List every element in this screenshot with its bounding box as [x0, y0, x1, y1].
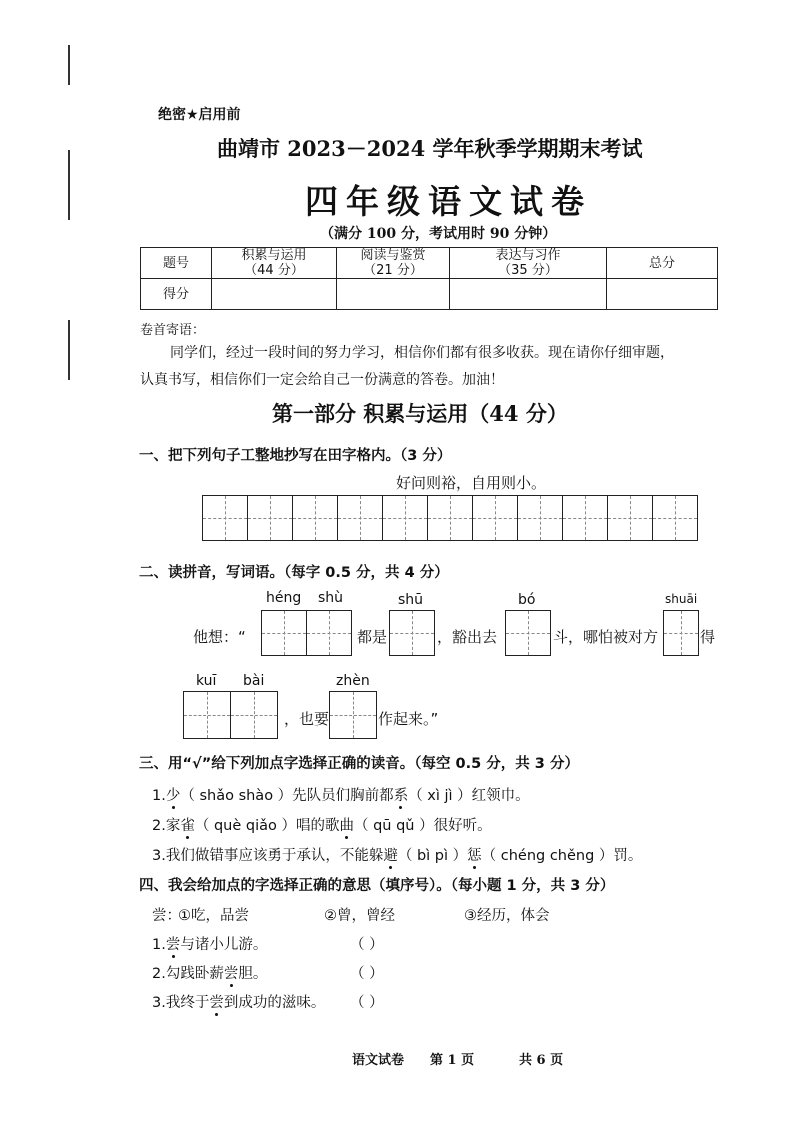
- score-table-header-part3: 表达与习作 （35 分）: [450, 248, 607, 279]
- answer-box-shuai[interactable]: [663, 610, 699, 656]
- score-table-header-part2: 阅读与鉴赏 （21 分）: [337, 248, 450, 279]
- q2-text-d: 斗，哪怕被对方: [553, 628, 659, 646]
- footer-page: 第 1 页: [430, 1053, 475, 1068]
- q2-title: 二、读拼音，写词语。（每字 0.5 分，共 4 分）: [139, 565, 449, 581]
- score-cell-part1[interactable]: [212, 279, 337, 310]
- score-cell-total[interactable]: [607, 279, 718, 310]
- grid-cell[interactable]: [183, 691, 231, 739]
- grid-cell[interactable]: [389, 610, 435, 656]
- q2-text-c: ，豁出去: [437, 628, 498, 646]
- dotted-char: 尝: [223, 966, 239, 982]
- q3-item-2: 2.家雀（ què qiǎo ）唱的歌曲（ qū qǔ ）很好听。: [152, 818, 492, 834]
- score-table-header-total: 总分: [607, 248, 718, 279]
- answer-box-zhen[interactable]: [329, 691, 377, 739]
- grid-cell[interactable]: [247, 495, 293, 541]
- q3-title: 三、用“√”给下列加点字选择正确的读音。（每空 0.5 分，共 3 分）: [139, 756, 579, 772]
- q2-text-f: ，也要: [284, 710, 330, 728]
- q1-writing-grid[interactable]: [202, 495, 698, 541]
- grid-cell[interactable]: [230, 691, 278, 739]
- grid-cell[interactable]: [329, 691, 377, 739]
- score-table-row-label: 得分: [141, 279, 212, 310]
- grid-cell[interactable]: [306, 610, 352, 656]
- footer-total: 共 6 页: [519, 1053, 564, 1068]
- grid-cell[interactable]: [472, 495, 518, 541]
- answer-box-hengshu[interactable]: [261, 610, 352, 656]
- answer-box-shu[interactable]: [389, 610, 435, 656]
- exam-title: 曲靖市 2023－2024 学年秋季学期期末考试: [217, 136, 643, 161]
- dotted-char: 曲: [339, 818, 354, 834]
- q4-item-3: 3.我终于尝到成功的滋味。: [152, 995, 326, 1011]
- q4-item-2: 2.勾践卧薪尝胆。: [152, 966, 268, 982]
- score-cell-part3[interactable]: [450, 279, 607, 310]
- binding-line-low: [68, 320, 70, 380]
- grid-cell[interactable]: [202, 495, 248, 541]
- q4-option-1: ①吃，品尝: [178, 908, 249, 924]
- binding-line-top: [68, 45, 70, 85]
- dotted-char: 少: [165, 788, 181, 804]
- q4-item-1: 1.尝与诸小儿游。: [152, 937, 268, 953]
- intro-heading: 卷首寄语：: [140, 323, 206, 338]
- score-table: [140, 247, 718, 310]
- dotted-char: 雀: [180, 818, 195, 834]
- q2-text-e: 得: [700, 628, 716, 646]
- pinyin-heng: héng: [266, 590, 302, 606]
- q4-option-2: ②曾，曾经: [324, 908, 395, 924]
- dotted-char: 尝: [165, 937, 181, 953]
- q2-text-g: 作起来。”: [378, 710, 439, 728]
- dotted-char: 系: [393, 788, 409, 804]
- answer-box-bo[interactable]: [505, 610, 551, 656]
- grid-cell[interactable]: [652, 495, 698, 541]
- q1-title: 一、把下列句子工整地抄写在田字格内。（3 分）: [139, 448, 452, 464]
- binding-line-mid: [68, 150, 70, 220]
- confidential-mark: 绝密★启用前: [158, 107, 241, 123]
- grid-cell[interactable]: [505, 610, 551, 656]
- q4-title: 四、我会给加点的字选择正确的意思（填序号）。（每小题 1 分，共 3 分）: [139, 878, 615, 894]
- dotted-char: 尝: [209, 995, 224, 1011]
- part1-title: 第一部分 积累与运用（44 分）: [272, 401, 568, 426]
- dotted-char: 避: [383, 848, 398, 864]
- pinyin-zhen: zhèn: [336, 673, 370, 689]
- grid-cell[interactable]: [337, 495, 383, 541]
- q4-answer-1[interactable]: （ ）: [350, 937, 384, 953]
- grid-cell[interactable]: [562, 495, 608, 541]
- dotted-char: 惩: [467, 848, 482, 864]
- q4-option-3: ③经历，体会: [464, 908, 550, 924]
- pinyin-bo: bó: [518, 592, 536, 608]
- q3-item-1: 1.少（ shǎo shào ）先队员们胸前都系（ xì jì ）红领巾。: [152, 788, 530, 804]
- q2-text-a: 他想：“: [193, 628, 246, 646]
- score-note: （满分 100 分，考试用时 90 分钟）: [320, 226, 557, 242]
- grid-cell[interactable]: [427, 495, 473, 541]
- grid-cell[interactable]: [517, 495, 563, 541]
- grid-cell[interactable]: [382, 495, 428, 541]
- pinyin-bai: bài: [243, 673, 265, 689]
- grid-cell[interactable]: [261, 610, 307, 656]
- q1-sentence: 好问则裕，自用则小。: [396, 474, 547, 492]
- grid-cell[interactable]: [607, 495, 653, 541]
- answer-box-kuibai[interactable]: [183, 691, 278, 739]
- pinyin-shuai: shuāi: [665, 592, 698, 606]
- grid-cell[interactable]: [663, 610, 699, 656]
- grid-cell[interactable]: [292, 495, 338, 541]
- score-table-header-part1: 积累与运用 （44 分）: [212, 248, 337, 279]
- pinyin-kui: kuī: [196, 673, 217, 689]
- q4-answer-2[interactable]: （ ）: [350, 966, 384, 982]
- pinyin-shu2: shū: [398, 592, 424, 608]
- q3-item-3: 3.我们做错事应该勇于承认，不能躲避（ bì pì ）惩（ chéng chěng ）罚。: [152, 848, 643, 864]
- intro-line-1: 同学们，经过一段时间的努力学习，相信你们都有很多收获。现在请你仔细审题，: [170, 345, 674, 361]
- pinyin-shu: shù: [318, 590, 344, 606]
- footer-subject: 语文试卷: [352, 1053, 405, 1068]
- q2-text-b: 都是: [357, 628, 388, 646]
- q4-options-label: 尝：: [152, 908, 181, 924]
- paper-title: 四年级语文试卷: [305, 182, 592, 221]
- intro-line-2: 认真书写，相信你们一定会给自己一份满意的答卷。加油！: [140, 372, 504, 388]
- score-table-header-number: 题号: [141, 248, 212, 279]
- q4-answer-3[interactable]: （ ）: [350, 995, 384, 1011]
- score-cell-part2[interactable]: [337, 279, 450, 310]
